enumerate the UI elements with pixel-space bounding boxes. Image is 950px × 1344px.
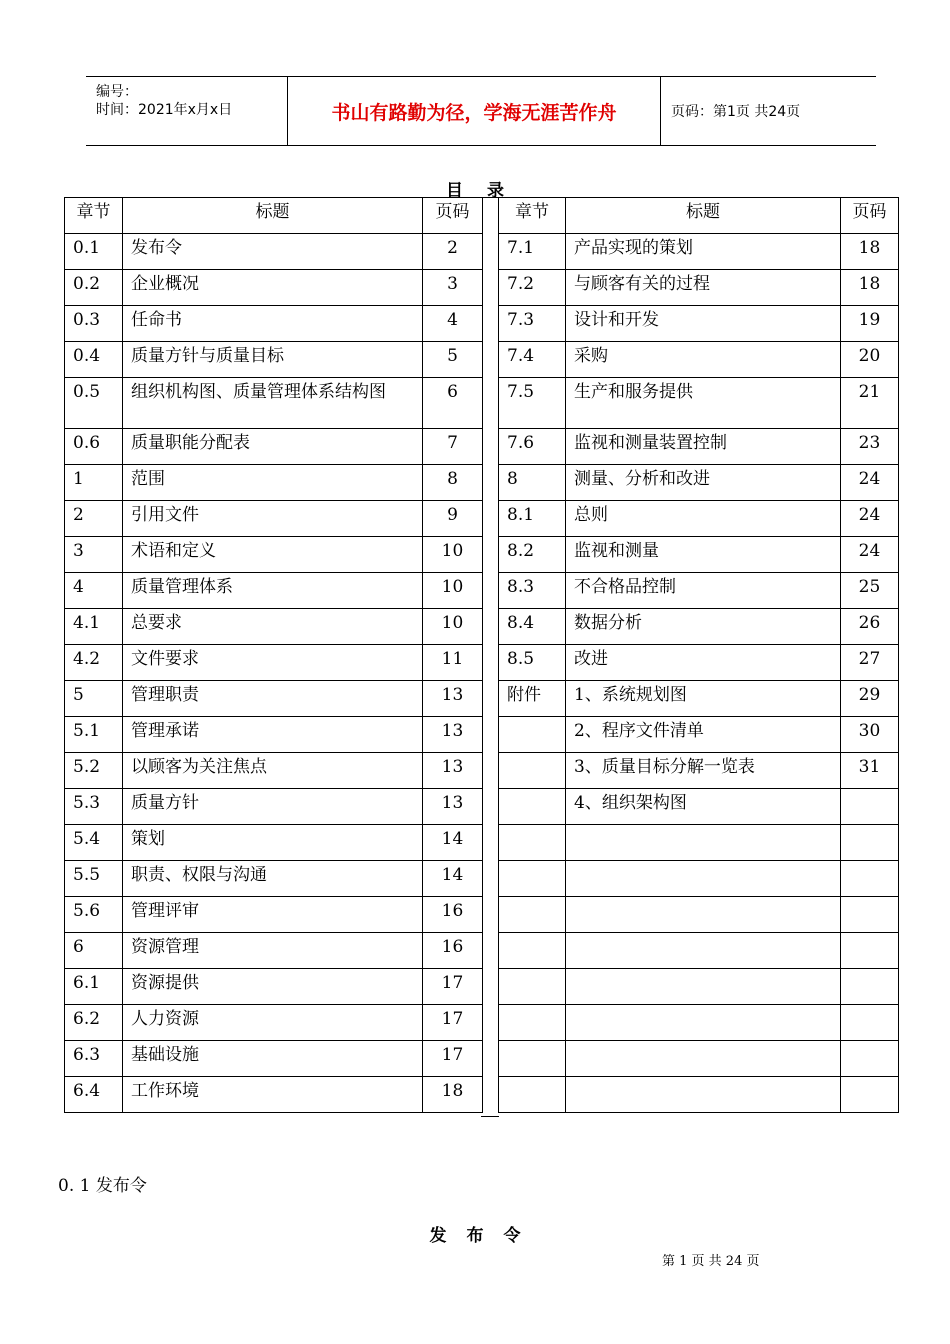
toc-row — [65, 933, 483, 969]
toc-page-number: 14 — [423, 861, 483, 897]
toc-section-number — [499, 753, 566, 789]
toc-section-number — [499, 825, 566, 861]
toc-page-number: 9 — [423, 501, 483, 537]
title-col-header: 标题 — [566, 198, 841, 234]
toc-page-number: 24 — [841, 501, 899, 537]
toc-entry-title: 4、组织架构图 — [566, 789, 841, 825]
toc-entry-title: 产品实现的策划 — [566, 234, 841, 270]
toc-row — [65, 681, 483, 717]
toc-page-number: 16 — [423, 897, 483, 933]
toc-entry-title: 管理评审 — [123, 897, 423, 933]
toc-page-number: 10 — [423, 609, 483, 645]
toc-entry-title: 组织机构图、质量管理体系结构图 — [123, 378, 423, 429]
toc-section-number: 5.2 — [65, 753, 123, 789]
toc-row — [65, 645, 483, 681]
toc-row — [499, 753, 899, 789]
toc-entry-title: 设计和开发 — [566, 306, 841, 342]
toc-page-number — [841, 969, 899, 1005]
toc-section-number: 5.5 — [65, 861, 123, 897]
toc-entry-title: 2、程序文件清单 — [566, 717, 841, 753]
header-meta — [86, 77, 288, 145]
section-col-header: 章节 — [65, 198, 123, 234]
toc-entry-title: 发布令 — [123, 234, 423, 270]
header-page-info: 页码：第1页 共24页 — [671, 104, 801, 120]
toc-entry-title: 监视和测量 — [566, 537, 841, 573]
toc-entry-title — [566, 1005, 841, 1041]
toc-section-number: 8.1 — [499, 501, 566, 537]
toc-row — [65, 825, 483, 861]
toc-row — [65, 1077, 483, 1113]
toc-row — [65, 897, 483, 933]
toc-section-number: 8.5 — [499, 645, 566, 681]
toc-page-number: 11 — [423, 645, 483, 681]
header-motto: 书山有路勤为径，学海无涯苦作舟 — [288, 77, 661, 145]
toc-section-number: 7.3 — [499, 306, 566, 342]
toc-entry-title: 质量方针与质量目标 — [123, 342, 423, 378]
toc-section-number: 5.3 — [65, 789, 123, 825]
toc-row — [499, 1041, 899, 1077]
toc-page-number: 19 — [841, 306, 899, 342]
toc-row — [65, 429, 483, 465]
toc-page-number: 18 — [841, 270, 899, 306]
toc-page-number: 2 — [423, 234, 483, 270]
toc-page-number: 18 — [423, 1077, 483, 1113]
toc-entry-title: 改进 — [566, 645, 841, 681]
toc-entry-title: 资源管理 — [123, 933, 423, 969]
toc-section-number: 8.4 — [499, 609, 566, 645]
toc-row — [499, 969, 899, 1005]
toc-section-number — [499, 1005, 566, 1041]
toc-entry-title: 工作环境 — [123, 1077, 423, 1113]
toc-entry-title: 生产和服务提供 — [566, 378, 841, 429]
toc-row — [499, 681, 899, 717]
toc-row — [499, 378, 899, 429]
toc-row — [499, 342, 899, 378]
toc-row — [499, 609, 899, 645]
toc-section-number: 5.6 — [65, 897, 123, 933]
toc-page-number: 24 — [841, 465, 899, 501]
toc-page-number — [841, 933, 899, 969]
toc-entry-title: 策划 — [123, 825, 423, 861]
toc-table-left — [64, 197, 483, 1113]
toc-entry-title: 管理承诺 — [123, 717, 423, 753]
toc-row — [499, 897, 899, 933]
toc-page-number: 26 — [841, 609, 899, 645]
document-heading: 发布令 — [429, 1226, 541, 1246]
toc-page-number — [841, 789, 899, 825]
document-header — [86, 76, 876, 146]
toc-section-number: 7.1 — [499, 234, 566, 270]
toc-entry-title — [566, 1041, 841, 1077]
toc-table-right — [498, 197, 899, 1113]
toc-row — [65, 537, 483, 573]
toc-row — [65, 573, 483, 609]
toc-page-number — [841, 825, 899, 861]
toc-title: 目录 — [446, 181, 528, 201]
toc-entry-title — [566, 825, 841, 861]
toc-page-number: 13 — [423, 717, 483, 753]
toc-page-number: 3 — [423, 270, 483, 306]
toc-row — [499, 573, 899, 609]
page-col-header: 页码 — [423, 198, 483, 234]
toc-section-number: 5.1 — [65, 717, 123, 753]
toc-page-number: 5 — [423, 342, 483, 378]
toc-page-number: 18 — [841, 234, 899, 270]
document-number-label: 编号： — [96, 84, 138, 100]
toc-page-number: 30 — [841, 717, 899, 753]
section-col-header: 章节 — [499, 198, 566, 234]
toc-entry-title: 质量管理体系 — [123, 573, 423, 609]
toc-entry-title: 企业概况 — [123, 270, 423, 306]
toc-section-number — [499, 861, 566, 897]
toc-header-row — [65, 198, 483, 234]
toc-entry-title: 资源提供 — [123, 969, 423, 1005]
title-col-header: 标题 — [123, 198, 423, 234]
toc-row — [65, 378, 483, 429]
toc-row — [499, 429, 899, 465]
toc-section-number: 0.5 — [65, 378, 123, 429]
toc-page-number: 13 — [423, 789, 483, 825]
toc-row — [499, 465, 899, 501]
toc-section-number: 2 — [65, 501, 123, 537]
toc-page-number: 16 — [423, 933, 483, 969]
document-date: 时间：2021年x月x日 — [96, 102, 233, 118]
toc-entry-title: 监视和测量装置控制 — [566, 429, 841, 465]
toc-entry-title: 基础设施 — [123, 1041, 423, 1077]
toc-page-number — [841, 1005, 899, 1041]
toc-row — [65, 342, 483, 378]
toc-row — [65, 789, 483, 825]
toc-section-number: 3 — [65, 537, 123, 573]
toc-page-number: 14 — [423, 825, 483, 861]
toc-section-number — [499, 897, 566, 933]
toc-page-number: 8 — [423, 465, 483, 501]
toc-page-number: 25 — [841, 573, 899, 609]
toc-row — [65, 306, 483, 342]
toc-row — [65, 1041, 483, 1077]
toc-row — [499, 789, 899, 825]
toc-page-number: 24 — [841, 537, 899, 573]
toc-row — [65, 753, 483, 789]
toc-section-number: 8.3 — [499, 573, 566, 609]
toc-entry-title: 质量职能分配表 — [123, 429, 423, 465]
toc-row — [499, 645, 899, 681]
toc-entry-title: 3、质量目标分解一览表 — [566, 753, 841, 789]
toc-row — [65, 861, 483, 897]
toc-page-number: 21 — [841, 378, 899, 429]
toc-page-number: 13 — [423, 753, 483, 789]
toc-entry-title: 总则 — [566, 501, 841, 537]
toc-page-number: 23 — [841, 429, 899, 465]
toc-row — [499, 861, 899, 897]
toc-page-number: 17 — [423, 1005, 483, 1041]
toc-page-number: 13 — [423, 681, 483, 717]
toc-entry-title: 范围 — [123, 465, 423, 501]
toc-entry-title: 测量、分析和改进 — [566, 465, 841, 501]
toc-section-number: 4.1 — [65, 609, 123, 645]
toc-entry-title: 采购 — [566, 342, 841, 378]
toc-row — [65, 969, 483, 1005]
toc-entry-title: 1、系统规划图 — [566, 681, 841, 717]
toc-row — [65, 609, 483, 645]
toc-entry-title: 管理职责 — [123, 681, 423, 717]
toc-row — [499, 270, 899, 306]
toc-row — [499, 933, 899, 969]
page-col-header: 页码 — [841, 198, 899, 234]
toc-page-number: 20 — [841, 342, 899, 378]
toc-entry-title — [566, 861, 841, 897]
toc-row — [65, 234, 483, 270]
section-heading: 0. 1 发布令 — [58, 1176, 147, 1196]
toc-section-number — [499, 789, 566, 825]
toc-row — [65, 717, 483, 753]
toc-entry-title: 人力资源 — [123, 1005, 423, 1041]
toc-entry-title — [566, 897, 841, 933]
toc-entry-title — [566, 969, 841, 1005]
toc-page-number — [841, 1077, 899, 1113]
toc-section-number: 6 — [65, 933, 123, 969]
toc-section-number: 0.4 — [65, 342, 123, 378]
toc-row — [65, 501, 483, 537]
toc-header-row — [499, 198, 899, 234]
toc-section-number: 7.6 — [499, 429, 566, 465]
toc-row — [499, 717, 899, 753]
toc-section-number: 6.4 — [65, 1077, 123, 1113]
toc-row — [499, 1005, 899, 1041]
toc-section-number: 4.2 — [65, 645, 123, 681]
toc-page-number — [841, 897, 899, 933]
toc-section-number: 0.2 — [65, 270, 123, 306]
toc-section-number: 6.2 — [65, 1005, 123, 1041]
toc-page-number: 17 — [423, 1041, 483, 1077]
toc-page-number — [841, 861, 899, 897]
toc-section-number — [499, 717, 566, 753]
toc-row — [499, 1077, 899, 1113]
toc-section-number — [499, 1041, 566, 1077]
toc-page-number: 10 — [423, 573, 483, 609]
toc-row — [499, 306, 899, 342]
toc-section-number — [499, 969, 566, 1005]
toc-section-number: 7.4 — [499, 342, 566, 378]
toc-section-number: 7.5 — [499, 378, 566, 429]
toc-entry-title: 引用文件 — [123, 501, 423, 537]
toc-entry-title: 职责、权限与沟通 — [123, 861, 423, 897]
toc-section-number: 5.4 — [65, 825, 123, 861]
toc-section-number: 5 — [65, 681, 123, 717]
toc-row — [65, 270, 483, 306]
toc-section-number: 6.1 — [65, 969, 123, 1005]
toc-page-number: 7 — [423, 429, 483, 465]
toc-section-number: 1 — [65, 465, 123, 501]
toc-section-number: 0.1 — [65, 234, 123, 270]
toc-column-gap — [481, 197, 499, 1117]
toc-section-number: 附件 — [499, 681, 566, 717]
toc-entry-title: 任命书 — [123, 306, 423, 342]
toc-entry-title: 质量方针 — [123, 789, 423, 825]
toc-entry-title: 术语和定义 — [123, 537, 423, 573]
toc-entry-title — [566, 1077, 841, 1113]
toc-section-number: 7.2 — [499, 270, 566, 306]
toc-section-number: 0.6 — [65, 429, 123, 465]
toc-entry-title — [566, 933, 841, 969]
toc-entry-title: 不合格品控制 — [566, 573, 841, 609]
toc-section-number — [499, 1077, 566, 1113]
toc-section-number — [499, 933, 566, 969]
toc-page-number: 4 — [423, 306, 483, 342]
toc-page-number — [841, 1041, 899, 1077]
toc-section-number: 4 — [65, 573, 123, 609]
page-footer: 第 1 页 共 24 页 — [662, 1254, 760, 1269]
toc-page-number: 27 — [841, 645, 899, 681]
toc-row — [65, 465, 483, 501]
toc-section-number: 8 — [499, 465, 566, 501]
toc-row — [499, 501, 899, 537]
toc-section-number: 0.3 — [65, 306, 123, 342]
toc-entry-title: 数据分析 — [566, 609, 841, 645]
toc-row — [499, 537, 899, 573]
toc-row — [499, 234, 899, 270]
toc-row — [65, 1005, 483, 1041]
toc-entry-title: 与顾客有关的过程 — [566, 270, 841, 306]
toc-page-number: 29 — [841, 681, 899, 717]
toc-entry-title: 总要求 — [123, 609, 423, 645]
toc-entry-title: 文件要求 — [123, 645, 423, 681]
toc-section-number: 6.3 — [65, 1041, 123, 1077]
toc-page-number: 17 — [423, 969, 483, 1005]
toc-page-number: 6 — [423, 378, 483, 429]
toc-row — [499, 825, 899, 861]
toc-entry-title: 以顾客为关注焦点 — [123, 753, 423, 789]
toc-page-number: 10 — [423, 537, 483, 573]
toc-section-number: 8.2 — [499, 537, 566, 573]
toc-page-number: 31 — [841, 753, 899, 789]
